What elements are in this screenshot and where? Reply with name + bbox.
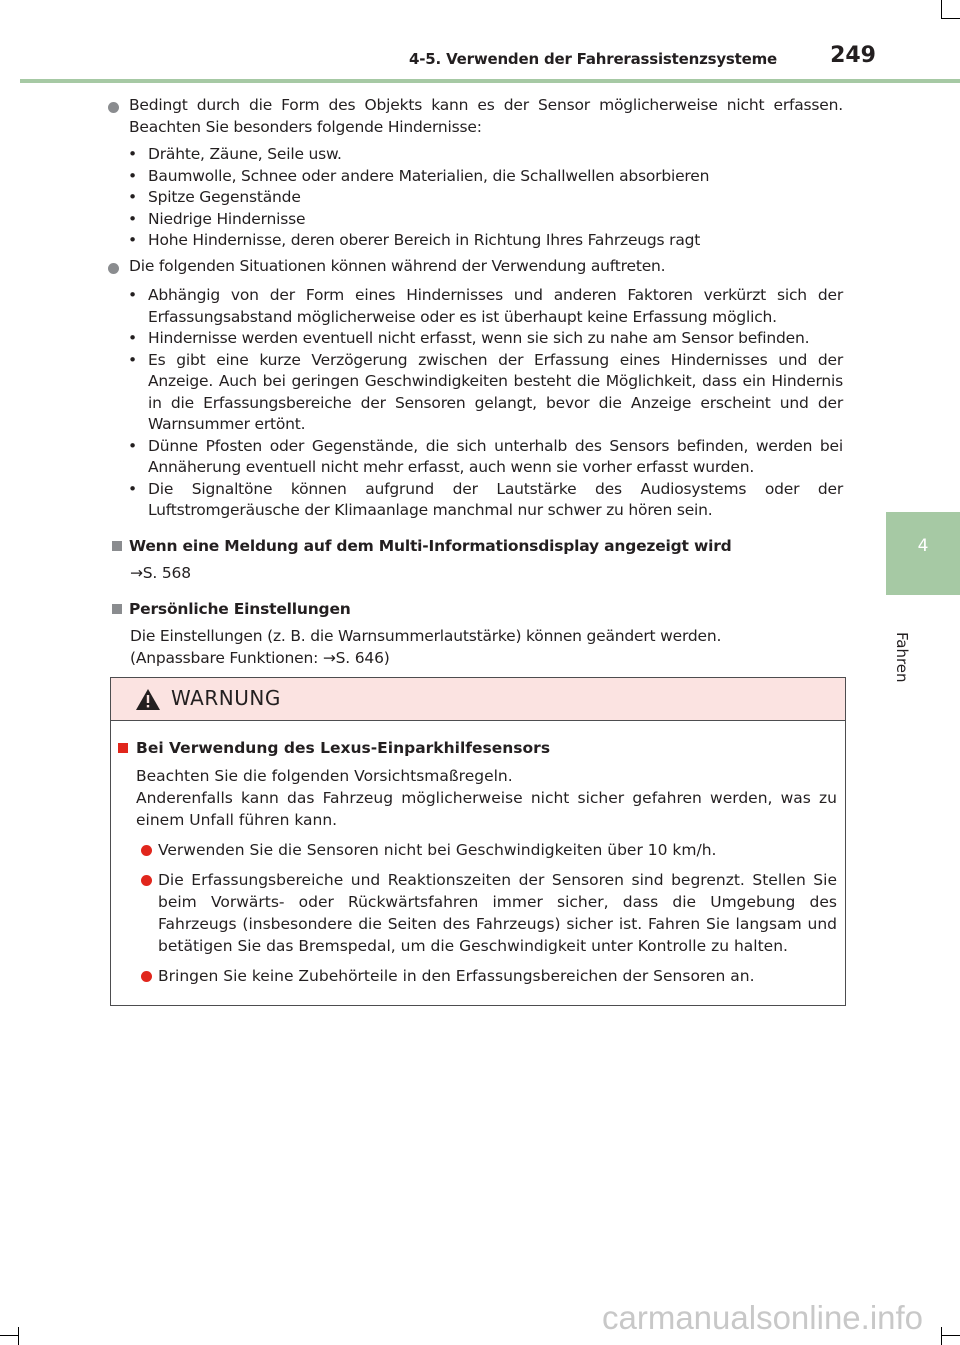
warning-triangle-icon <box>135 688 161 711</box>
red-dot-icon <box>141 845 152 856</box>
reference-text: →S. 568 <box>130 564 191 582</box>
sub-list <box>128 144 843 252</box>
crop-mark <box>941 1335 960 1336</box>
warning-box <box>110 677 846 1006</box>
sub-list <box>128 285 843 522</box>
square-bullet-icon <box>112 604 122 614</box>
header-rule <box>20 79 960 83</box>
list-item: • Dünne Pfosten oder Gegenstände, die sich unterhalb des Sensors befinden, werden bei Annäherung eventuell nicht mehr erfasst, auch wenn sie vorher erfasst wurden. <box>128 436 843 476</box>
list-item: • Es gibt eine kurze Verzögerung zwischen der Erfassung eines Hindernisses und der Anzeige. Auch bei geringen Geschwindigkeiten besteht die Möglichkeit, dass ein Hindernis in die Erfassungsbereiche der Sensoren gelangt, bevor die Anzeige erscheint und der Warnsummer ertönt. <box>128 350 843 433</box>
main-content <box>108 95 843 669</box>
warning-header <box>111 678 845 721</box>
red-dot-icon <box>141 971 152 982</box>
section-heading: Wenn eine Meldung auf dem Multi-Informationsdisplay angezeigt wird <box>108 536 843 558</box>
bullet-text: Die folgenden Situationen können während der Verwendung auftreten. <box>129 256 666 275</box>
list-item: • Drähte, Zäune, Seile usw. <box>128 145 342 163</box>
page-header <box>0 0 960 90</box>
bullet-dot-icon <box>108 263 119 274</box>
warning-bullet: Bringen Sie keine Zubehörteile in den Erfassungsbereichen der Sensoren an. <box>115 965 837 987</box>
warning-heading: Bei Verwendung des Lexus-Einparkhilfesensors <box>115 737 837 759</box>
section-title: 4-5. Verwenden der Fahrerassistenzsysteme <box>409 50 777 68</box>
bullet-paragraph <box>108 95 843 138</box>
list-item: • Hindernisse werden eventuell nicht erfasst, wenn sie sich zu nahe am Sensor befinden. <box>128 329 810 347</box>
section-heading: Persönliche Einstellungen <box>108 599 843 621</box>
list-item: • Abhängig von der Form eines Hindernisses und anderen Faktoren verkürzt sich der Erfassungsabstand möglicherweise oder es ist überhaupt keine Erfassung möglich. <box>128 286 843 326</box>
list-item: • Hohe Hindernisse, deren oberer Bereich in Richtung Ihres Fahrzeugs ragt <box>128 231 701 249</box>
chapter-tab <box>886 512 960 595</box>
crop-mark <box>941 1327 942 1345</box>
list-item: • Niedrige Hindernisse <box>128 209 306 228</box>
warning-bullet: Verwenden Sie die Sensoren nicht bei Geschwindigkeiten über 10 km/h. <box>115 839 837 861</box>
watermark: carmanualsonline.info <box>602 1299 924 1336</box>
body-text: (Anpassbare Funktionen: →S. 646) <box>130 648 390 667</box>
chapter-number: 4 <box>917 536 929 556</box>
warning-intro: Beachten Sie die folgenden Vorsichtsmaßregeln. Anderenfalls kann das Fahrzeug möglicherweise nicht sicher gefahren werden, was zu einem Unfall führen kann. <box>136 767 837 829</box>
crop-mark <box>0 1335 18 1336</box>
list-item: • Die Signaltöne können aufgrund der Lautstärke des Audiosystems oder der Luftstromgeräusche der Klimaanlage manchmal nur schwer zu hören sein. <box>128 479 843 519</box>
crop-mark <box>18 1327 19 1345</box>
warning-title: WARNUNG <box>171 686 281 710</box>
list-item: • Baumwolle, Schnee oder andere Materialien, die Schallwellen absorbieren <box>128 166 710 185</box>
red-square-bullet-icon <box>118 743 128 753</box>
page-number: 249 <box>830 43 876 68</box>
square-bullet-icon <box>112 541 122 551</box>
body-text: Die Einstellungen (z. B. die Warnsummerlautstärke) können geändert werden. <box>130 627 722 645</box>
list-item: • Spitze Gegenstände <box>128 188 301 206</box>
bullet-paragraph <box>108 256 843 278</box>
bullet-dot-icon <box>108 102 119 113</box>
red-dot-icon <box>141 875 152 886</box>
warning-bullet: Die Erfassungsbereiche und Reaktionszeiten der Sensoren sind begrenzt. Stellen Sie beim Vorwärts- oder Rückwärtsfahren immer sicher, dass die Umgebung des Fahrzeugs (insbesondere die Seiten des Fahrzeugs) sicher ist. Fahren Sie langsam und betätigen Sie das Bremspedal, um die Geschwindigkeit unter Kontrolle zu halten. <box>115 869 837 957</box>
chapter-label: Fahren <box>893 632 911 683</box>
bullet-text: Bedingt durch die Form des Objekts kann es der Sensor möglicherweise nicht erfassen. Beachten Sie besonders folgende Hindernisse: <box>129 96 843 136</box>
warning-body <box>111 721 845 987</box>
